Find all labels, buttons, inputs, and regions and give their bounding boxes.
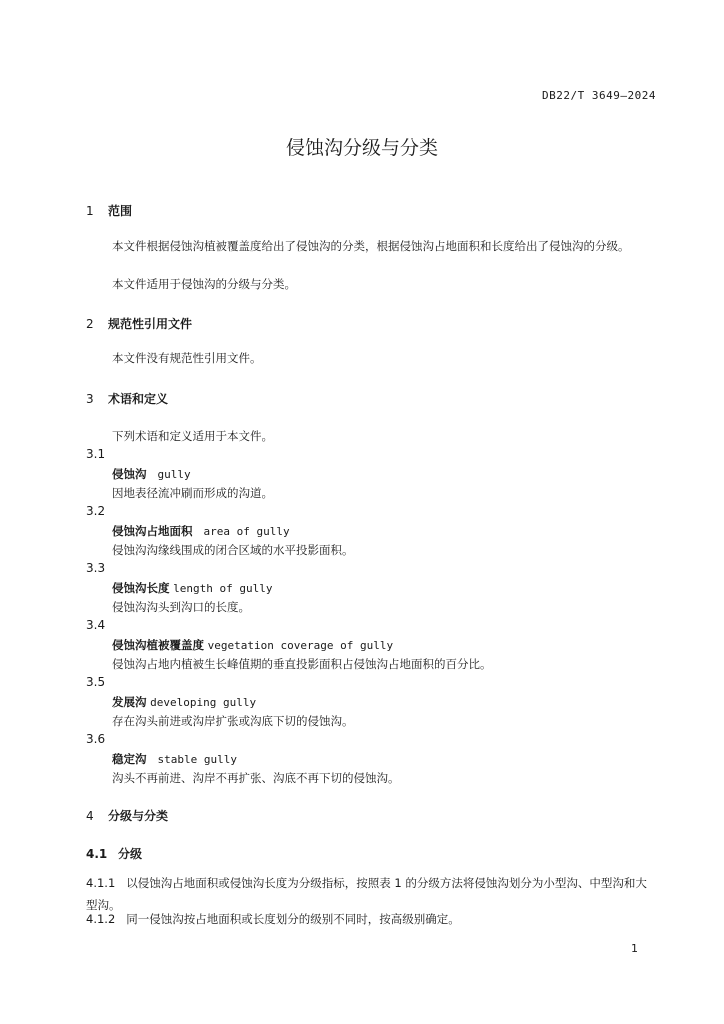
term-name [112,751,237,767]
section-1-paragraph-2: 本文件适用于侵蚀沟的分级与分类。 [112,277,296,291]
section-3-heading [86,390,168,407]
section-title: 分级与分类 [108,809,169,823]
subsection-number: 4.1 [86,847,108,861]
document-title: 侵蚀沟分级与分类 [285,137,438,159]
term-number: 3.4 [86,618,106,632]
section-2-heading [86,315,192,332]
term-name-zh: 发展沟 [112,695,147,709]
clause-number: 4.1.2 [86,912,116,926]
term-definition: 沟头不再前进、沟岸不再扩张、沟底不再下切的侵蚀沟。 [112,771,400,785]
term-number: 3.2 [86,504,106,518]
term-definition: 侵蚀沟占地内植被生长峰值期的垂直投影面积占侵蚀沟占地面积的百分比。 [112,657,492,671]
clause-number: 4.1.1 [86,876,116,890]
term-name-en: area of gully [203,525,290,538]
clause-4-1-2 [86,908,460,930]
section-1-heading [86,202,132,219]
section-4-heading [86,807,168,824]
section-number: 4 [86,809,94,823]
section-title: 规范性引用文件 [108,317,193,331]
term-name [112,694,256,710]
term-name-en: developing gully [150,696,257,709]
standard-code: DB22/T 3649—2024 [542,89,656,102]
section-2-paragraph: 本文件没有规范性引用文件。 [112,351,262,365]
term-definition: 侵蚀沟沟缘线围成的闭合区域的水平投影面积。 [112,543,354,557]
term-name-zh: 稳定沟 [112,752,147,766]
term-number: 3.1 [86,447,106,461]
clause-text: 同一侵蚀沟按占地面积或长度划分的级别不同时，按高级别确定。 [126,912,460,926]
term-name-en: gully [157,468,191,481]
section-3-intro: 下列术语和定义适用于本文件。 [112,429,273,443]
term-name-zh: 侵蚀沟 [112,467,147,481]
term-definition: 侵蚀沟沟头到沟口的长度。 [112,600,250,614]
term-definition: 因地表径流冲刷而形成的沟道。 [112,486,273,500]
term-name-en: vegetation coverage of gully [207,639,394,652]
section-1-paragraph-1: 本文件根据侵蚀沟植被覆盖度给出了侵蚀沟的分类，根据侵蚀沟占地面积和长度给出了侵蚀沟的分级。 [112,239,630,253]
section-number: 3 [86,392,94,406]
term-number: 3.3 [86,561,106,575]
section-title: 范围 [108,204,133,218]
term-name [112,637,393,653]
term-name-en: stable gully [157,753,237,766]
subsection-4-1-heading [86,845,142,862]
term-name [112,466,191,482]
page-number: 1 [631,942,638,955]
term-definition: 存在沟头前进或沟岸扩张或沟底下切的侵蚀沟。 [112,714,354,728]
term-name-en: length of gully [173,582,273,595]
term-name-zh: 侵蚀沟植被覆盖度 [112,638,204,652]
clause-text: 以侵蚀沟占地面积或侵蚀沟长度为分级指标，按照表 1 的分级方法将侵蚀沟划分为小型沟、中型沟和大型沟。 [86,876,647,912]
term-name-zh: 侵蚀沟长度 [112,581,170,595]
term-number: 3.6 [86,732,106,746]
section-number: 2 [86,317,94,331]
section-number: 1 [86,204,94,218]
term-name [112,580,273,596]
term-number: 3.5 [86,675,106,689]
subsection-title: 分级 [118,847,143,861]
term-name-zh: 侵蚀沟占地面积 [112,524,193,538]
section-title: 术语和定义 [108,392,169,406]
term-name [112,523,290,539]
